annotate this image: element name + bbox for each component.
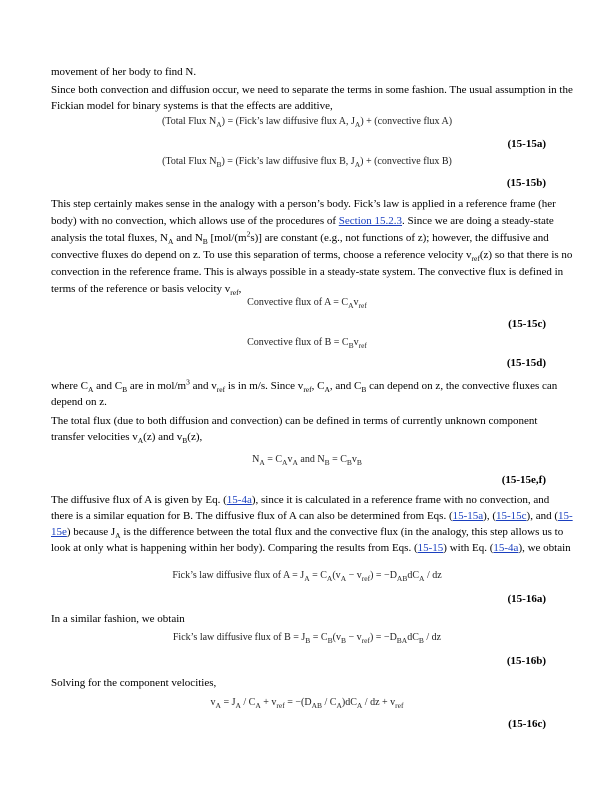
text: is the difference between the total flux and the convective flux (in the analogy, this step allows us to look at only what is happening within her body). Comparing the results from Eqs. ( [51, 526, 564, 554]
paragraph-diffusive-flux [51, 492, 573, 556]
eq-text: N [252, 454, 260, 465]
eq-sub: AB [311, 701, 322, 710]
equation-15-16a [0, 570, 614, 581]
equation-15-16c [0, 697, 614, 708]
text: ), and ( [526, 510, 558, 522]
link-eq-15-4a-second[interactable]: 15-4a [493, 542, 519, 554]
text: and C [93, 380, 123, 392]
paragraph-additive-assumption: Since both convection and diffusion occur, we need to separate the terms in some fashion. The usual assumption in the Fickian model for binary systems is that the effects are additive, [51, 84, 573, 112]
eq-sub: A [336, 701, 342, 710]
eq-sub: A [326, 574, 333, 583]
subscript: B [202, 237, 208, 247]
text: can depend on z, the convective fluxes can depend on z. [51, 380, 558, 408]
eq-sub: ref [361, 636, 370, 645]
text: [mol/(m [207, 232, 247, 244]
eq-sub: ref [358, 341, 367, 350]
superscript: 3 [186, 377, 190, 387]
text: and v [189, 380, 217, 392]
eq-sub: A [354, 120, 361, 129]
text: ), ( [483, 510, 496, 522]
paragraph-total-flux [51, 413, 573, 445]
eq-text: = C [310, 632, 328, 643]
text: ) because J [66, 526, 116, 538]
eq-text: dC [407, 570, 420, 581]
eq-text: (v [332, 570, 341, 581]
text: , [238, 283, 242, 295]
eq-sub: A [354, 160, 361, 169]
eq-text: = J [220, 697, 236, 708]
eq-sub: B [348, 341, 354, 350]
eq-sub: A [282, 458, 288, 467]
link-eq-15-15a[interactable]: 15-15a [452, 510, 484, 522]
eq-text: + v [260, 697, 277, 708]
equation-number-15-16a: (15-16a) [507, 593, 546, 605]
equation-number-15-16b: (15-16b) [506, 655, 546, 667]
paragraph-similar-fashion: In a similar fashion, we obtain [51, 613, 185, 625]
eq-text: v [353, 337, 359, 348]
text: . Since we are doing a steady-state analysis the total fluxes, N [51, 215, 554, 244]
eq-sub: B [340, 636, 346, 645]
eq-sub: B [356, 458, 362, 467]
text: ), since it is calculated in a reference frame with no convection, and there is a similar equation for B. The diffusive flux of A can also be determined from Eqs. ( [51, 494, 550, 522]
paragraph-units [51, 378, 573, 410]
link-eq-15-15e[interactable]: 15-15e [51, 510, 573, 538]
equation-number-15-15d: (15-15d) [506, 357, 546, 369]
equation-number-15-15c: (15-15c) [508, 318, 546, 330]
subscript: B [182, 436, 188, 446]
eq-text: (v [332, 632, 341, 643]
eq-text: v [287, 454, 293, 465]
eq-sub: A [340, 574, 347, 583]
eq-sub: A [356, 701, 363, 710]
equation-15-15d [0, 337, 614, 348]
subscript: A [324, 385, 330, 395]
text: s)] are constant (e.g., not functions of z); however, the diffusive and convective fluxes do depend on z. To use this separation of terms, choose a reference velocity v [51, 232, 549, 261]
eq-text: (Total Flux N [162, 156, 217, 167]
eq-text: / dz [424, 570, 442, 581]
equation-number-15-15b: (15-15b) [506, 177, 546, 189]
eq-text: ) = (Fick’s law diffusive flux B, J [221, 156, 355, 167]
text: (z), [187, 431, 203, 443]
eq-sub: A [292, 458, 298, 467]
eq-text: ) = −D [370, 570, 397, 581]
eq-text: Convective flux of A = C [247, 297, 349, 308]
equation-15-15b [0, 156, 614, 167]
eq-sub: AB [396, 574, 408, 583]
eq-sub: A [215, 701, 221, 710]
text: , and C [329, 380, 362, 392]
eq-text: = −(D [284, 697, 312, 708]
eq-text: Fick’s law diffusive flux of B = J [172, 632, 306, 643]
equation-number-15-15a: (15-15a) [507, 138, 546, 150]
eq-text: Convective flux of B = C [247, 337, 349, 348]
link-eq-15-15[interactable]: 15-15 [417, 542, 444, 554]
eq-sub: ref [276, 701, 285, 710]
eq-text: v [210, 697, 216, 708]
text: (z) so that there is no convection in the reference frame. This is always possible in a steady-state system. The convective flux is defined in terms of the reference or basis velocity v [51, 249, 573, 295]
subscript: ref [471, 254, 480, 264]
eq-text: ) + (convective flux A) [360, 116, 453, 127]
link-section-15-2-3[interactable]: Section 15.2.3 [338, 215, 403, 227]
text: The diffusive flux of A is given by Eq. ( [51, 494, 227, 506]
eq-text: / dz + v [362, 697, 396, 708]
equation-15-15ef [0, 454, 614, 465]
eq-sub: B [418, 636, 424, 645]
paragraph-reference-velocity [51, 196, 573, 298]
text: are in mol/m [127, 380, 187, 392]
eq-sub: A [235, 701, 241, 710]
eq-sub: ref [358, 301, 367, 310]
eq-sub: B [327, 636, 333, 645]
eq-text: (Total Flux N [161, 116, 217, 127]
eq-sub: B [324, 458, 330, 467]
eq-sub: A [216, 120, 222, 129]
subscript: ref [216, 385, 226, 395]
link-eq-15-4a[interactable]: 15-4a [226, 494, 252, 506]
eq-sub: A [419, 574, 425, 583]
eq-sub: ref [361, 574, 371, 583]
eq-text: ) = −D [369, 632, 397, 643]
eq-sub: BA [396, 636, 408, 645]
eq-text: and N [297, 454, 325, 465]
eq-text: Fick’s law diffusive flux of A = J [172, 570, 305, 581]
superscript: 2 [246, 229, 251, 239]
equation-number-15-16c: (15-16c) [508, 718, 546, 730]
paragraph-solving: Solving for the component velocities, [51, 677, 217, 689]
equation-15-16b [0, 632, 614, 643]
text: is in m/s. Since v [225, 380, 304, 392]
eq-text: − v [346, 570, 362, 581]
eq-text: = C [264, 454, 283, 465]
subscript: A [87, 385, 94, 395]
subscript: A [168, 237, 174, 247]
eq-text: = C [309, 570, 327, 581]
eq-sub: A [304, 574, 310, 583]
eq-text: ) + (convective flux B) [360, 156, 452, 167]
text: , C [311, 380, 325, 392]
eq-text: − v [345, 632, 362, 643]
subscript: ref [230, 288, 239, 298]
subscript: A [137, 436, 144, 446]
text: and N [173, 232, 203, 244]
text: ) with Eq. ( [443, 542, 494, 554]
subscript: B [122, 385, 128, 395]
eq-text: )dC [341, 697, 357, 708]
intro-line: movement of her body to find N. [51, 66, 197, 78]
text: where C [51, 380, 88, 392]
eq-sub: B [216, 160, 222, 169]
eq-text: ) = (Fick’s law diffusive flux A, J [221, 116, 355, 127]
eq-sub: A [348, 301, 354, 310]
eq-text: dC [407, 632, 419, 643]
text: This step certainly makes sense in the analogy with a person’s body. Fick’s law is applied in a reference frame (her body) with no convection, which allows use of the procedures of [51, 198, 556, 227]
link-eq-15-15c[interactable]: 15-15c [495, 510, 527, 522]
eq-text: / C [322, 697, 337, 708]
equation-15-15c [0, 297, 614, 308]
eq-sub: B [305, 636, 311, 645]
eq-text: v [351, 454, 357, 465]
equation-15-15a [0, 116, 614, 127]
eq-text: v [353, 297, 359, 308]
text: The total flux (due to both diffusion and convection) can be defined in terms of currently unknown component transfer velocities v [51, 415, 538, 443]
text: ), we obtain [518, 542, 571, 554]
text: (z) and v [143, 431, 183, 443]
eq-sub: ref [395, 701, 404, 710]
subscript: A [115, 531, 121, 541]
eq-sub: A [255, 701, 261, 710]
eq-sub: A [259, 458, 265, 467]
equation-number-15-15ef: (15-15e,f) [501, 474, 546, 486]
eq-text: = C [329, 454, 347, 465]
subscript: ref [303, 385, 312, 395]
subscript: B [361, 385, 367, 395]
eq-text: / dz [423, 632, 442, 643]
eq-sub: B [346, 458, 352, 467]
eq-text: / C [240, 697, 256, 708]
